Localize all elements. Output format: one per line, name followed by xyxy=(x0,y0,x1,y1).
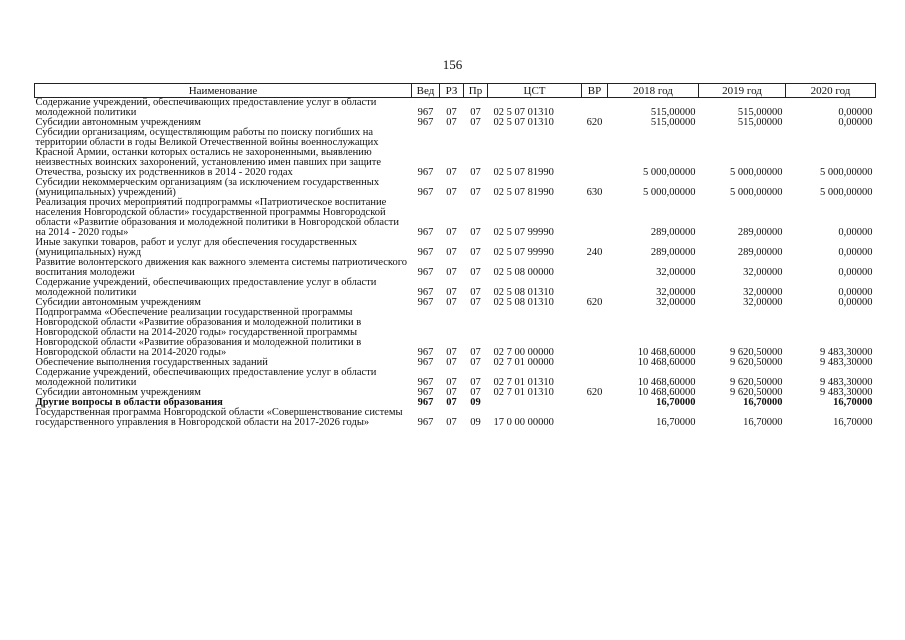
cell-2018: 10 468,60000 xyxy=(637,387,696,398)
cell-rz: 07 xyxy=(446,377,457,388)
table-row xyxy=(35,178,876,198)
cell-2018: 515,00000 xyxy=(650,107,696,118)
header-cst: ЦСТ xyxy=(488,84,582,98)
cell-2018: 32,00000 xyxy=(656,297,696,308)
header-vr: ВР xyxy=(582,84,608,98)
cell-2019: 9 620,50000 xyxy=(730,347,783,358)
cell-rz: 07 xyxy=(446,397,457,408)
table-row xyxy=(35,278,876,298)
cell-name: Развитие волонтерского движения как важного элемента системы патриотического воспитания молодежи xyxy=(35,257,408,278)
cell-pr: 07 xyxy=(470,347,481,358)
cell-2019: 9 620,50000 xyxy=(730,377,783,388)
cell-pr: 07 xyxy=(470,267,481,278)
header-2020: 2020 год xyxy=(786,84,876,98)
table-row xyxy=(35,128,876,178)
cell-pr: 09 xyxy=(470,397,481,408)
table-row xyxy=(35,258,876,278)
cell-name: Государственная программа Новгородской области «Совершенствование системы государственного управления в Новгородской области на 2017-2026 годы» xyxy=(35,407,403,428)
cell-2018: 10 468,60000 xyxy=(637,347,696,358)
cell-name: Субсидии некоммерческим организациям (за исключением государственных (муниципальных) учреждений) xyxy=(35,177,380,198)
cell-cst: 02 7 01 01310 xyxy=(493,377,554,388)
cell-cst: 02 5 07 99990 xyxy=(493,247,554,258)
cell-pr: 07 xyxy=(470,377,481,388)
cell-vr: 620 xyxy=(586,297,603,308)
cell-ved: 967 xyxy=(417,247,434,258)
cell-vr xyxy=(582,368,608,388)
cell-2019: 515,00000 xyxy=(737,107,783,118)
cell-pr: 09 xyxy=(470,417,481,428)
cell-cst: 02 5 07 01310 xyxy=(493,107,554,118)
cell-cst: 02 5 08 01310 xyxy=(493,287,554,298)
cell-rz: 07 xyxy=(446,417,457,428)
table-header-row xyxy=(35,84,876,98)
cell-name: Субсидии автономным учреждениям xyxy=(35,297,201,308)
cell-2018: 10 468,60000 xyxy=(637,357,696,368)
cell-ved: 967 xyxy=(417,227,434,238)
cell-ved: 967 xyxy=(417,347,434,358)
cell-ved: 967 xyxy=(417,417,434,428)
cell-2020: 0,00000 xyxy=(838,117,873,128)
cell-2018: 32,00000 xyxy=(656,287,696,298)
cell-name: Содержание учреждений, обеспечивающих предоставление услуг в области молодежной политики xyxy=(35,367,377,388)
cell-2019: 32,00000 xyxy=(743,287,783,298)
cell-2018: 10 468,60000 xyxy=(637,377,696,388)
cell-rz: 07 xyxy=(446,117,457,128)
cell-vr xyxy=(582,98,608,119)
cell-pr: 07 xyxy=(470,297,481,308)
cell-cst: 02 5 08 00000 xyxy=(493,267,554,278)
cell-cst: 02 5 08 01310 xyxy=(493,297,554,308)
cell-cst: 02 5 07 01310 xyxy=(493,117,554,128)
cell-2020: 0,00000 xyxy=(838,267,873,278)
cell-name: Реализация прочих мероприятий подпрограммы «Патриотическое воспитание населения Новгородской области» государственной программы Новгородской области «Развитие образования и молодежной политики в Новгородской области на 2014 - 2020 годы» xyxy=(35,197,399,238)
cell-2019: 5 000,00000 xyxy=(730,167,783,178)
cell-2018: 289,00000 xyxy=(650,247,696,258)
header-rz: РЗ xyxy=(440,84,464,98)
cell-2019: 16,70000 xyxy=(743,397,783,408)
cell-pr: 07 xyxy=(470,107,481,118)
cell-rz: 07 xyxy=(446,107,457,118)
cell-2020: 9 483,30000 xyxy=(820,377,873,388)
cell-2019: 5 000,00000 xyxy=(730,187,783,198)
cell-2019: 289,00000 xyxy=(737,227,783,238)
cell-ved: 967 xyxy=(417,397,434,408)
cell-2019: 515,00000 xyxy=(737,117,783,128)
cell-pr: 07 xyxy=(470,117,481,128)
cell-pr: 07 xyxy=(470,167,481,178)
cell-rz: 07 xyxy=(446,187,457,198)
cell-2019: 9 620,50000 xyxy=(730,357,783,368)
header-name: Наименование xyxy=(35,84,412,98)
cell-2020: 5 000,00000 xyxy=(820,187,873,198)
cell-vr: 630 xyxy=(586,187,603,198)
cell-ved: 967 xyxy=(417,387,434,398)
cell-pr: 07 xyxy=(470,387,481,398)
cell-name: Обеспечение выполнения государственных заданий xyxy=(35,357,268,368)
cell-ved: 967 xyxy=(417,357,434,368)
cell-ved: 967 xyxy=(417,267,434,278)
cell-cst: 02 5 07 81990 xyxy=(493,187,554,198)
cell-rz: 07 xyxy=(446,167,457,178)
cell-cst: 02 5 07 99990 xyxy=(493,227,554,238)
cell-vr xyxy=(582,258,608,278)
cell-cst: 02 7 01 00000 xyxy=(493,357,554,368)
cell-2020: 0,00000 xyxy=(838,287,873,298)
cell-cst: 02 7 00 00000 xyxy=(493,347,554,358)
cell-2018: 32,00000 xyxy=(656,267,696,278)
cell-2019: 32,00000 xyxy=(743,297,783,308)
cell-2018: 515,00000 xyxy=(650,117,696,128)
cell-pr: 07 xyxy=(470,287,481,298)
cell-2020: 0,00000 xyxy=(838,247,873,258)
cell-2018: 289,00000 xyxy=(650,227,696,238)
cell-vr xyxy=(582,408,608,428)
table-row xyxy=(35,238,876,258)
cell-2019: 32,00000 xyxy=(743,267,783,278)
cell-name: Содержание учреждений, обеспечивающих предоставление услуг в области молодежной политики xyxy=(35,277,377,298)
header-ved: Вед xyxy=(412,84,440,98)
cell-cst xyxy=(488,398,582,408)
cell-vr xyxy=(582,198,608,238)
budget-table xyxy=(34,83,876,428)
page-number: 156 xyxy=(442,57,463,72)
cell-2018: 5 000,00000 xyxy=(643,167,696,178)
cell-vr xyxy=(582,308,608,358)
cell-vr xyxy=(582,278,608,298)
cell-rz: 07 xyxy=(446,247,457,258)
table-row xyxy=(35,198,876,238)
cell-2020: 9 483,30000 xyxy=(820,357,873,368)
cell-vr xyxy=(582,398,608,408)
cell-2020: 5 000,00000 xyxy=(820,167,873,178)
cell-vr: 620 xyxy=(586,387,603,398)
cell-ved: 967 xyxy=(417,287,434,298)
cell-2019: 289,00000 xyxy=(737,247,783,258)
cell-rz: 07 xyxy=(446,347,457,358)
cell-name: Субсидии организациям, осуществляющим работы по поиску погибших на территории области в годы Великой Отечественной войны военнослужащих Красной Армии, останки которых остались не захороненными, выявлению неизвестных воинских захоронений, установлению имен павших при защите Отечества, розыску их родственников в 2014 - 2020 годах xyxy=(35,127,382,178)
table-row xyxy=(35,308,876,358)
cell-vr xyxy=(582,128,608,178)
table-row xyxy=(35,98,876,119)
cell-2020: 0,00000 xyxy=(838,297,873,308)
cell-pr: 07 xyxy=(470,187,481,198)
cell-ved: 967 xyxy=(417,297,434,308)
cell-2020: 16,70000 xyxy=(833,417,873,428)
cell-pr: 07 xyxy=(470,227,481,238)
cell-2019: 9 620,50000 xyxy=(730,387,783,398)
header-pr: Пр xyxy=(464,84,488,98)
header-2018: 2018 год xyxy=(608,84,699,98)
cell-2020: 16,70000 xyxy=(833,397,873,408)
cell-rz: 07 xyxy=(446,267,457,278)
cell-name: Другие вопросы в области образования xyxy=(35,397,223,408)
cell-2019: 16,70000 xyxy=(743,417,783,428)
cell-ved: 967 xyxy=(417,117,434,128)
cell-ved: 967 xyxy=(417,107,434,118)
cell-ved: 967 xyxy=(417,167,434,178)
cell-cst: 17 0 00 00000 xyxy=(493,417,554,428)
cell-rz: 07 xyxy=(446,287,457,298)
cell-name: Субсидии автономным учреждениям xyxy=(35,117,201,128)
cell-2020: 9 483,30000 xyxy=(820,347,873,358)
cell-rz: 07 xyxy=(446,227,457,238)
cell-2020: 0,00000 xyxy=(838,227,873,238)
table-row xyxy=(35,408,876,428)
cell-rz: 07 xyxy=(446,387,457,398)
cell-cst: 02 5 07 81990 xyxy=(493,167,554,178)
cell-2018: 5 000,00000 xyxy=(643,187,696,198)
cell-vr: 240 xyxy=(586,247,603,258)
cell-vr xyxy=(582,358,608,368)
cell-2020: 0,00000 xyxy=(838,107,873,118)
cell-pr: 07 xyxy=(470,357,481,368)
cell-name: Иные закупки товаров, работ и услуг для обеспечения государственных (муниципальных) нужд xyxy=(35,237,358,258)
table-row xyxy=(35,368,876,388)
cell-rz: 07 xyxy=(446,357,457,368)
cell-ved: 967 xyxy=(417,187,434,198)
cell-cst: 02 7 01 01310 xyxy=(493,387,554,398)
cell-name: Субсидии автономным учреждениям xyxy=(35,387,201,398)
cell-2018: 16,70000 xyxy=(656,397,696,408)
cell-2018: 16,70000 xyxy=(656,417,696,428)
cell-pr: 07 xyxy=(470,247,481,258)
cell-rz: 07 xyxy=(446,297,457,308)
cell-name: Подпрограмма «Обеспечение реализации государственной программы Новгородской области «Развитие образования и молодежной политики в Новгородской области на 2014-2020 годы» государственной программы Новгородской области «Развитие образования и молодежной политики в Новгородской области на 2014-2020 годы» xyxy=(35,307,362,358)
cell-name: Содержание учреждений, обеспечивающих предоставление услуг в области молодежной политики xyxy=(35,97,377,118)
cell-2020: 9 483,30000 xyxy=(820,387,873,398)
header-2019: 2019 год xyxy=(699,84,786,98)
cell-ved: 967 xyxy=(417,377,434,388)
cell-vr: 620 xyxy=(586,117,603,128)
